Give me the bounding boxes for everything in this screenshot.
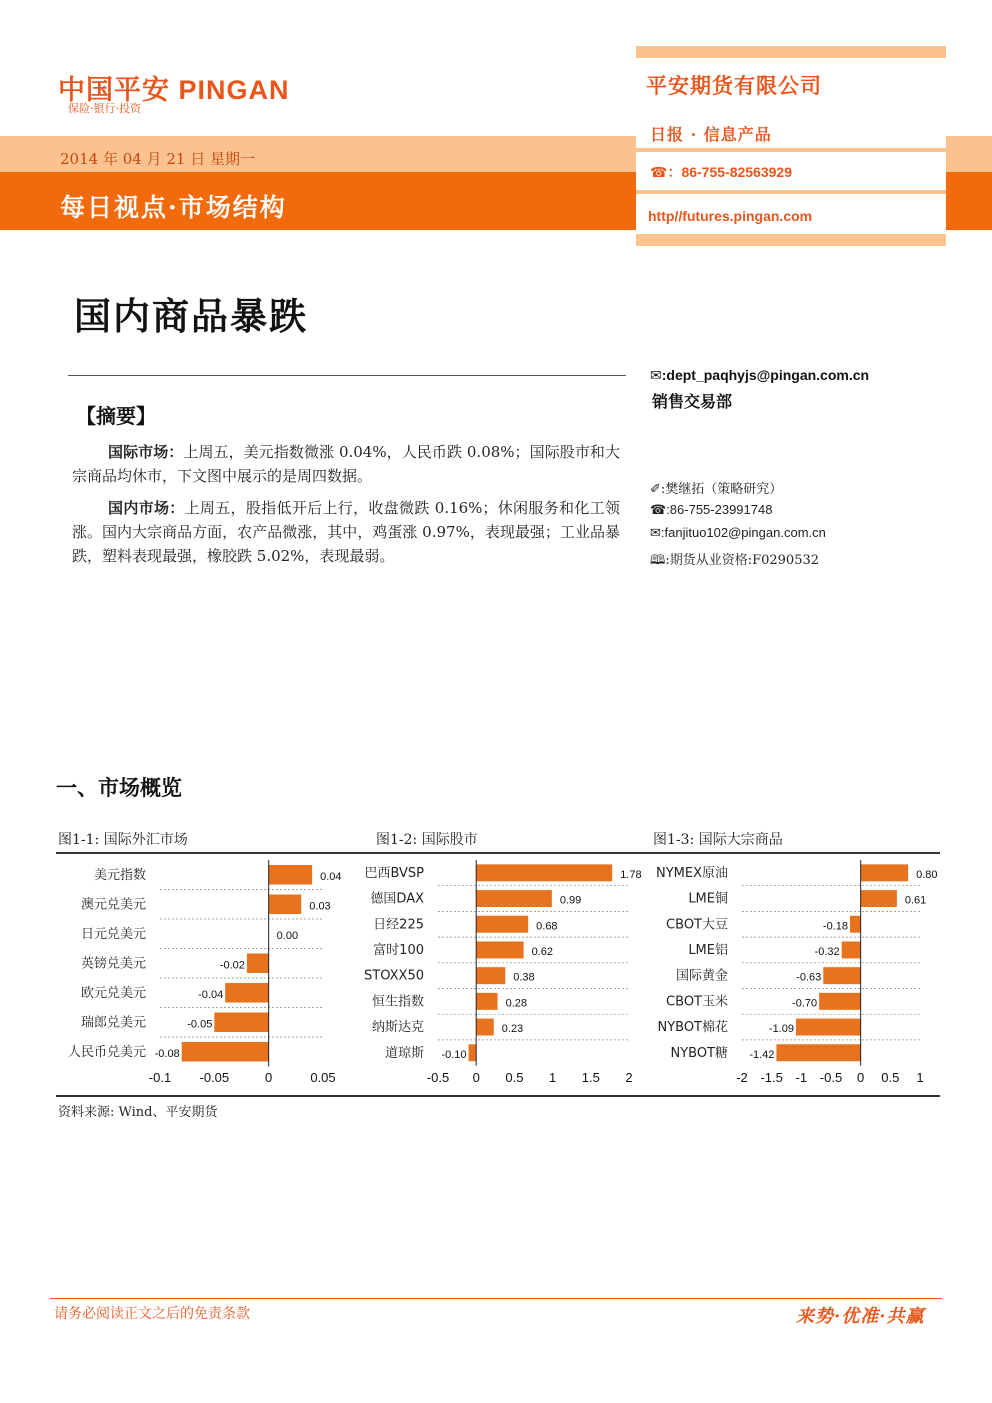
data-label: -1.09 [768, 1023, 794, 1036]
paragraph-text: 上周五，股指低开后上行，收盘微跌 0.16%；休闲服务和化工领涨。国内大宗商品方面，农产品微涨，其中，鸡蛋涨 0.97%，表现最强；工业品暴跌，塑料表现最强，橡胶跌 5.02%，表现最弱。 [72, 499, 620, 565]
tick-label: 1.5 [581, 1070, 600, 1085]
category-label: 澳元兑美元 [80, 897, 146, 913]
category-label: NYBOT糖 [670, 1045, 728, 1061]
category-label: 日经225 [373, 917, 424, 933]
bar [476, 1019, 494, 1036]
category-label: 恒生指数 [371, 994, 424, 1010]
logo: 中国平安 PINGAN [58, 75, 290, 105]
section-heading: 一、市场概览 [56, 775, 182, 800]
bar [861, 890, 897, 907]
tick-label: 0.05 [310, 1070, 336, 1085]
data-label: -0.63 [796, 971, 822, 984]
bar [476, 916, 528, 933]
data-source: 资料来源: Wind、平安期货 [58, 1105, 218, 1120]
department-email[interactable]: ✉:dept_paqhyjs@pingan.com.cn [650, 367, 870, 383]
data-label: -0.70 [792, 997, 818, 1010]
category-label: LME铝 [688, 942, 728, 958]
tick-label: -2 [736, 1070, 748, 1085]
analyst-email[interactable]: ✉:fanjituo102@pingan.com.cn [650, 525, 826, 540]
bar [269, 895, 302, 914]
tick-label: -0.5 [426, 1070, 450, 1085]
company-phone: ☎：86-755-82563929 [650, 164, 792, 180]
data-label: 0.99 [559, 894, 582, 907]
category-label: 人民币兑美元 [67, 1044, 146, 1060]
category-label: CBOT大豆 [666, 917, 728, 933]
category-label: 纳斯达克 [371, 1020, 424, 1036]
data-label: 0.23 [501, 1023, 524, 1036]
data-label: -0.04 [198, 988, 224, 1001]
header-band-decoration [636, 46, 946, 58]
category-label: NYBOT棉花 [657, 1020, 728, 1036]
category-label: NYMEX原油 [655, 865, 728, 881]
header-band-decoration [636, 234, 946, 246]
tick-label: 2 [625, 1070, 633, 1085]
footer-rule [50, 1298, 942, 1299]
data-label: 0.03 [309, 900, 331, 913]
analyst-phone: ☎:86-755-23991748 [650, 502, 773, 517]
bar [842, 941, 861, 958]
product-type: 日报 · 信息产品 [650, 125, 772, 144]
tick-label: 0 [472, 1070, 480, 1085]
data-label: -0.05 [187, 1018, 213, 1031]
bar [776, 1044, 860, 1061]
figure-title: 图1-3: 国际大宗商品 [653, 832, 783, 848]
bar [476, 967, 505, 984]
company-name: 平安期货有限公司 [646, 73, 822, 98]
summary-paragraph-domestic [72, 496, 620, 568]
bar [269, 865, 312, 884]
page-title: 国内商品暴跌 [74, 294, 308, 338]
data-label: -0.18 [822, 920, 848, 933]
tick-label: 1 [548, 1070, 557, 1085]
category-label: STOXX50 [364, 968, 424, 984]
tick-label: 0.5 [881, 1070, 900, 1085]
bar [819, 993, 861, 1010]
header-band-decoration [946, 172, 992, 230]
disclaimer-link[interactable]: 请务必阅读正文之后的免责条款 [54, 1306, 250, 1322]
tick-label: -1 [795, 1070, 808, 1085]
data-label: -0.02 [219, 959, 245, 972]
bar [214, 1013, 268, 1032]
summary-heading: 【摘要】 [76, 404, 156, 428]
report-date: 2014 年 04 月 21 日 星期一 [60, 150, 255, 168]
chart-stock-market [352, 856, 642, 1092]
bar [469, 1044, 477, 1061]
data-label: -1.42 [749, 1048, 775, 1061]
chart-svg [648, 856, 940, 1092]
bar [476, 993, 497, 1010]
data-label: 0.68 [536, 920, 558, 933]
data-label: 0.04 [320, 870, 342, 883]
header-divider [636, 190, 946, 194]
tick-label: 0 [265, 1070, 273, 1085]
bar [476, 890, 552, 907]
data-label: 0.28 [505, 997, 528, 1010]
data-label: 0.62 [531, 945, 553, 958]
figure-rule [56, 852, 940, 854]
data-label: -0.08 [154, 1047, 180, 1060]
category-label: 欧元兑美元 [80, 985, 146, 1001]
series-title: 每日视点·市场结构 [60, 193, 287, 222]
summary-paragraph-intl [72, 440, 620, 488]
paragraph-lead: 国际市场： [108, 443, 184, 461]
header-band-decoration [946, 136, 992, 172]
bar [225, 983, 268, 1002]
data-label: 0.38 [513, 971, 535, 984]
category-label: CBOT玉米 [666, 994, 728, 1010]
bar [476, 864, 612, 881]
chart-fx-market [56, 856, 346, 1092]
bar [861, 864, 908, 881]
data-label: 0.00 [276, 929, 299, 942]
category-label: 英镑兑美元 [80, 956, 146, 972]
category-label: LME铜 [688, 891, 728, 907]
analyst-name: ✐:樊继拓（策略研究） [650, 482, 783, 497]
company-url[interactable]: http//futures.pingan.com [648, 208, 813, 224]
logo-tagline: 保险·银行·投资 [68, 102, 141, 115]
tick-label: 0 [857, 1070, 865, 1085]
chart-svg [56, 856, 346, 1092]
category-label: 日元兑美元 [80, 926, 146, 942]
category-label: 美元指数 [93, 867, 146, 883]
chart-commodities [648, 856, 940, 1092]
chart-svg [352, 856, 642, 1092]
analyst-license: 🕮:期货从业资格:F0290532 [650, 553, 820, 568]
tick-label: -0.5 [819, 1070, 843, 1085]
divider [68, 375, 626, 376]
tick-label: -0.1 [148, 1070, 172, 1085]
category-label: 国际黄金 [675, 968, 728, 984]
bar [476, 941, 523, 958]
slogan: 来势·优准·共赢 [796, 1306, 925, 1327]
category-label: 巴西BVSP [364, 865, 424, 881]
data-label: 0.80 [916, 868, 938, 881]
bar [182, 1042, 269, 1061]
tick-label: 0.5 [505, 1070, 524, 1085]
tick-label: 1 [916, 1070, 924, 1085]
category-label: 道琼斯 [384, 1045, 424, 1061]
tick-label: -0.05 [199, 1070, 230, 1085]
data-label: -0.10 [441, 1048, 467, 1061]
header-divider [636, 148, 946, 152]
figure-rule [56, 1095, 940, 1097]
category-label: 瑞郎兑美元 [80, 1015, 146, 1031]
data-label: 0.61 [904, 894, 927, 907]
department-name: 销售交易部 [652, 392, 733, 411]
figure-title: 图1-2: 国际股市 [376, 832, 478, 848]
paragraph-lead: 国内市场： [108, 499, 185, 517]
bar [247, 954, 269, 973]
bar [850, 916, 861, 933]
category-label: 德国DAX [370, 891, 424, 907]
figure-title: 图1-1: 国际外汇市场 [58, 832, 188, 848]
tick-label: -1.5 [760, 1070, 783, 1085]
data-label: -0.32 [814, 945, 840, 958]
data-label: 1.78 [620, 868, 642, 881]
category-label: 富时100 [373, 942, 424, 958]
bar [823, 967, 860, 984]
bar [796, 1019, 861, 1036]
paragraph-text: 上周五，美元指数微涨 0.04%，人民币跌 0.08%；国际股市和大宗商品均休市，下文图中展示的是周四数据。 [72, 443, 620, 485]
